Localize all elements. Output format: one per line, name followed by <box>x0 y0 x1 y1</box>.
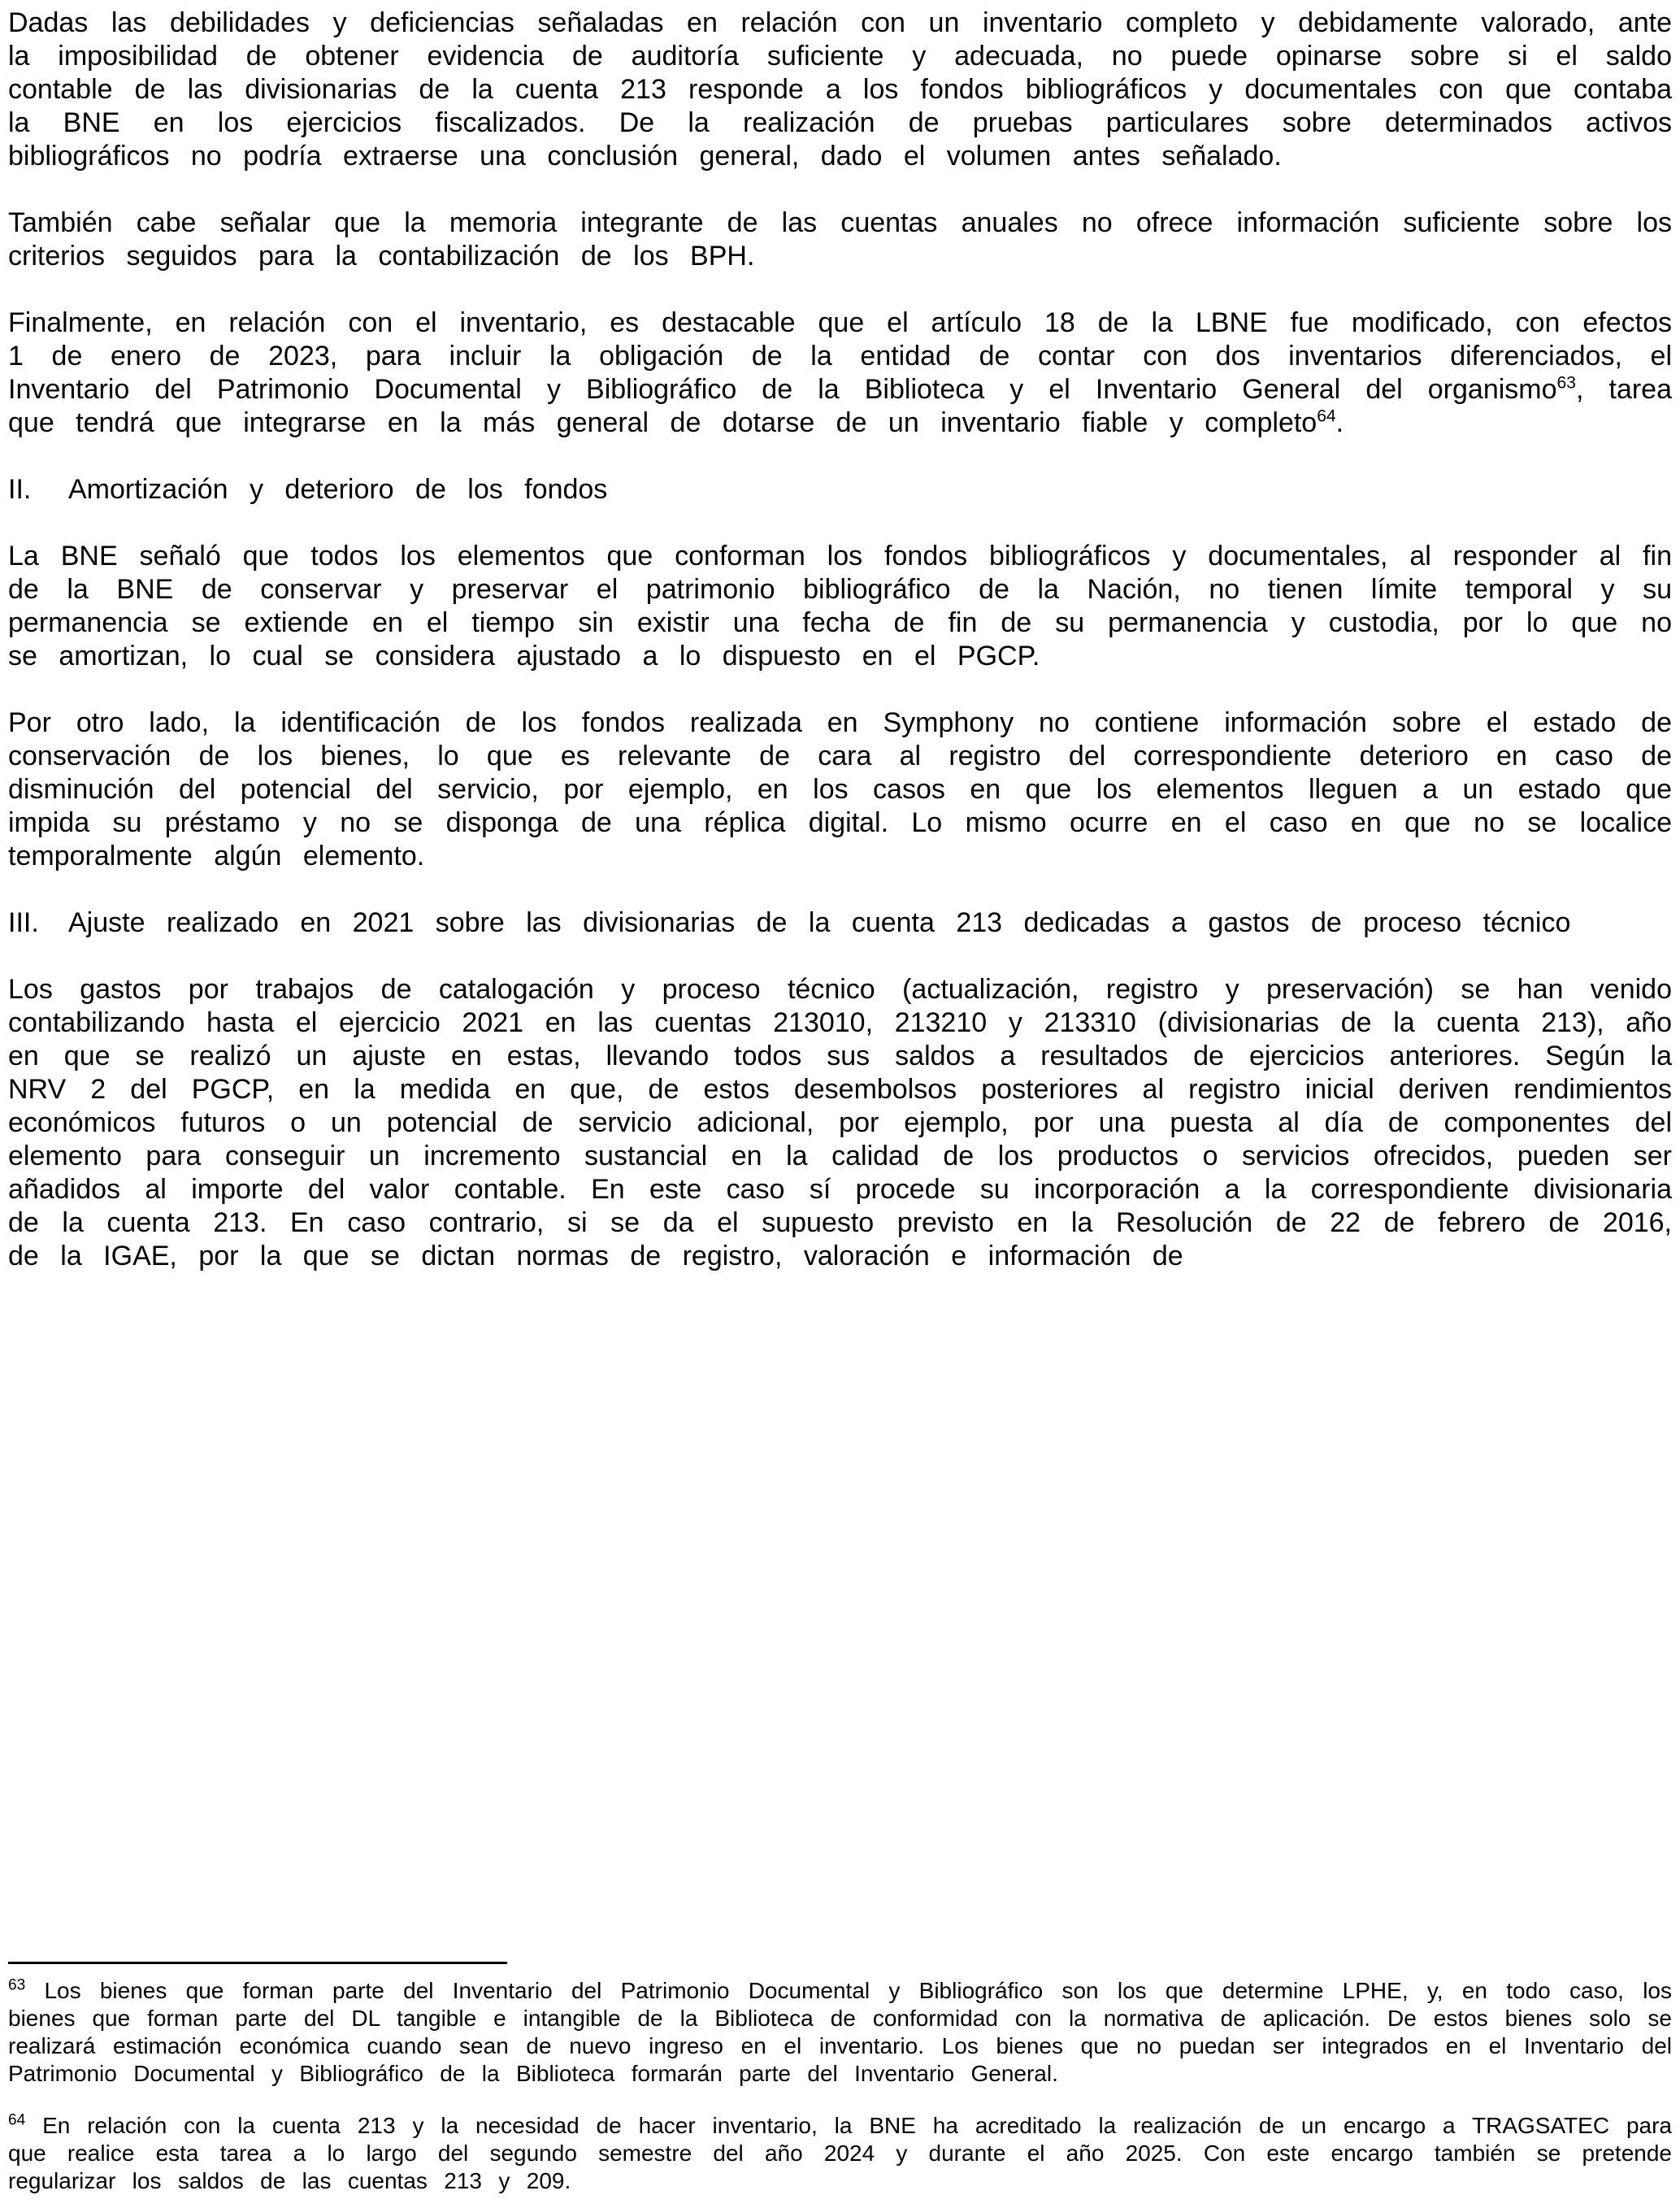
footnote-separator <box>8 1962 507 1964</box>
section-number: II. <box>8 474 32 505</box>
footnote-63-marker: 63 <box>8 1976 26 1994</box>
footnote-ref-63: 63 <box>1556 373 1576 393</box>
section-number: III. <box>8 907 39 938</box>
paragraph-text: . <box>1335 407 1344 438</box>
paragraph-text: Finalmente, en relación con el inventario, es destacable que el artículo 18 de la LBNE fue modificado, con efectos 1 de enero de 2023, para incluir la obligación de la entidad de contar con dos inventarios diferenciados, el Inventario del Patrimonio Documental y Bibliográfico de la Biblioteca y el Inventario General del organismo <box>8 307 1672 405</box>
paragraph-text: , tarea que tendrá que integrarse en la más general de dotarse de un inventario fiable y completo <box>8 374 1672 438</box>
section-title: Amortización y deterioro de los fondos <box>68 474 608 505</box>
section-title: Ajuste realizado en 2021 sobre las divisionarias de la cuenta 213 dedicadas a gastos de proceso técnico <box>68 907 1571 938</box>
footnote-64-marker: 64 <box>8 2111 26 2129</box>
paragraph-ajuste-2021: Los gastos por trabajos de catalogación y proceso técnico (actualización, registro y preservación) se han venido contabilizando hasta el ejercicio 2021 en las cuentas 213010, 213210 y 213310 (divisionarias de la cuenta 213), año en que se realizó un ajuste en estas, llevando todos sus saldos a resultados de ejercicios anteriores. Según la NRV 2 del PGCP, en la medida en que, de estos desembolsos posteriores al registro inicial deriven rendimientos económicos futuros o un potencial de servicio adicional, por ejemplo, por una puesta al día de componentes del elemento para conseguir un incremento sustancial en la calidad de los productos o servicios ofrecidos, pueden ser añadidos al importe del valor contable. En este caso sí procede su incorporación a la correspondiente divisionaria de la cuenta 213. En caso contrario, si se da el supuesto previsto en la Resolución de 22 de febrero de 2016, de la IGAE, por la que se dictan normas de registro, valoración e información de <box>8 974 1672 1271</box>
footnote-ref-64: 64 <box>1317 406 1336 426</box>
footnote-64-text: En relación con la cuenta 213 y la necesidad de hacer inventario, la BNE ha acreditado la realización de un encargo a TRAGSATEC para que realice esta tarea a lo largo del segundo semestre del año 2024 y durante el año 2025. Con este encargo también se pretende regularizar los saldos de las cuentas 213 y 209. <box>8 2113 1672 2193</box>
footnotes-section <box>8 1962 1672 2195</box>
section-heading-ii <box>8 473 1672 506</box>
paragraph-inventario-lbne <box>8 306 1672 440</box>
footnote-63 <box>8 1977 1672 2088</box>
paragraph-amortizacion: La BNE señaló que todos los elementos que conforman los fondos bibliográficos y documentales, al responder al fin de la BNE de conservar y preservar el patrimonio bibliográfico de la Nación, no tienen límite temporal y su permanencia se extiende en el tiempo sin existir una fecha de fin de su permanencia y custodia, por lo que no se amortizan, lo cual se considera ajustado a lo dispuesto en el PGCP. <box>8 541 1672 672</box>
section-heading-iii <box>8 906 1672 940</box>
paragraph-memoria-info: También cabe señalar que la memoria integrante de las cuentas anuales no ofrece información suficiente sobre los criterios seguidos para la contabilización de los BPH. <box>8 207 1672 272</box>
page-whitespace <box>8 1306 1672 1962</box>
paragraph-symphony-deterioro: Por otro lado, la identificación de los fondos realizada en Symphony no contiene información sobre el estado de conservación de los bienes, lo que es relevante de cara al registro del correspondiente deterioro en caso de disminución del potencial del servicio, por ejemplo, en los casos en que los elementos lleguen a un estado que impida su préstamo y no se disponga de una réplica digital. Lo mismo ocurre en el caso en que no se localice temporalmente algún elemento. <box>8 707 1672 871</box>
footnote-63-text: Los bienes que forman parte del Inventario del Patrimonio Documental y Bibliográfico son los que determine LPHE, y, en todo caso, los bienes que forman parte del DL tangible e intangible de la Biblioteca de conformidad con la normativa de aplicación. De estos bienes solo se realizará estimación económica cuando sean de nuevo ingreso en el inventario. Los bienes que no puedan ser integrados en el Inventario del Patrimonio Documental y Bibliográfico de la Biblioteca formarán parte del Inventario General. <box>8 1978 1672 2086</box>
footnote-64 <box>8 2112 1672 2195</box>
paragraph-audit-opinion: Dadas las debilidades y deficiencias señaladas en relación con un inventario completo y debidamente valorado, ante la imposibilidad de obtener evidencia de auditoría suficiente y adecuada, no puede opinarse sobre si el saldo contable de las divisionarias de la cuenta 213 responde a los fondos bibliográficos y documentales con que contaba la BNE en los ejercicios fiscalizados. De la realización de pruebas particulares sobre determinados activos bibliográficos no podría extraerse una conclusión general, dado el volumen antes señalado. <box>8 7 1672 172</box>
